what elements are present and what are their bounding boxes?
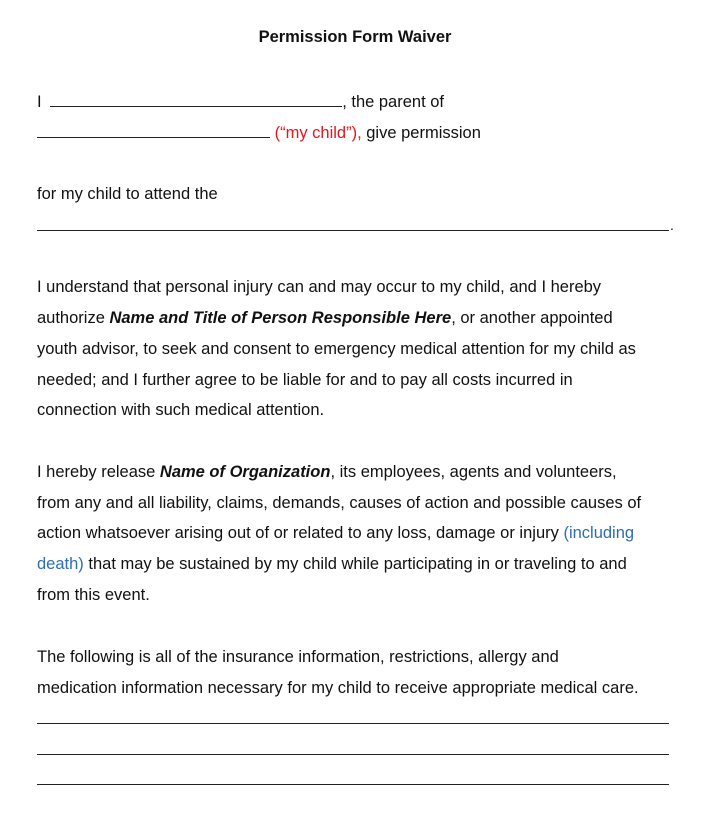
organization-placeholder: Name of Organization xyxy=(159,463,331,481)
child-name-line xyxy=(37,122,481,144)
parent-name-line xyxy=(37,91,444,113)
event-name-blank[interactable] xyxy=(37,230,669,231)
child-name-blank[interactable] xyxy=(37,123,270,138)
attend-line: for my child to attend the xyxy=(37,185,218,203)
paragraph-line xyxy=(37,553,627,575)
paragraph-line: from this event. xyxy=(37,586,150,604)
responsible-person-placeholder: Name and Title of Person Responsible Here xyxy=(109,309,452,327)
including-death-highlight: death) xyxy=(37,555,84,573)
paragraph-line: The following is all of the insurance information, restrictions, allergy and xyxy=(37,648,559,666)
paragraph-line xyxy=(37,307,613,329)
paragraph-line xyxy=(37,522,634,544)
paragraph-line: youth advisor, to seek and consent to emergency medical attention for my child as xyxy=(37,340,636,358)
paragraph-line xyxy=(37,461,617,483)
text-segment: action whatsoever arising out of or related to any loss, damage or injury xyxy=(37,524,564,542)
text-segment: , its employees, agents and volunteers, xyxy=(330,463,617,481)
including-death-highlight: (including xyxy=(563,524,635,542)
paragraph-line: medication information necessary for my child to receive appropriate medical care. xyxy=(37,679,639,697)
paragraph-line: I understand that personal injury can and may occur to my child, and I hereby xyxy=(37,278,602,296)
text-segment: that may be sustained by my child while participating in or traveling to and xyxy=(83,555,627,573)
give-permission-text: give permission xyxy=(361,124,481,142)
text-segment: I hereby release xyxy=(37,463,160,481)
text-segment: , or another appointed xyxy=(451,309,613,327)
line-suffix: , the parent of xyxy=(342,93,445,111)
my-child-label: (“my child”), xyxy=(274,124,362,142)
medical-info-blank-1[interactable] xyxy=(37,723,669,724)
line-prefix: I xyxy=(37,93,42,111)
parent-name-blank[interactable] xyxy=(50,92,342,107)
paragraph-line: needed; and I further agree to be liable for and to pay all costs incurred in xyxy=(37,371,573,389)
document-title: Permission Form Waiver xyxy=(258,28,452,46)
paragraph-line: connection with such medical attention. xyxy=(37,401,325,419)
paragraph-line: from any and all liability, claims, demands, causes of action and possible causes of xyxy=(37,494,642,512)
event-line-period: . xyxy=(670,217,674,233)
medical-info-blank-3[interactable] xyxy=(37,784,669,785)
text-segment: authorize xyxy=(37,309,110,327)
medical-info-blank-2[interactable] xyxy=(37,754,669,755)
